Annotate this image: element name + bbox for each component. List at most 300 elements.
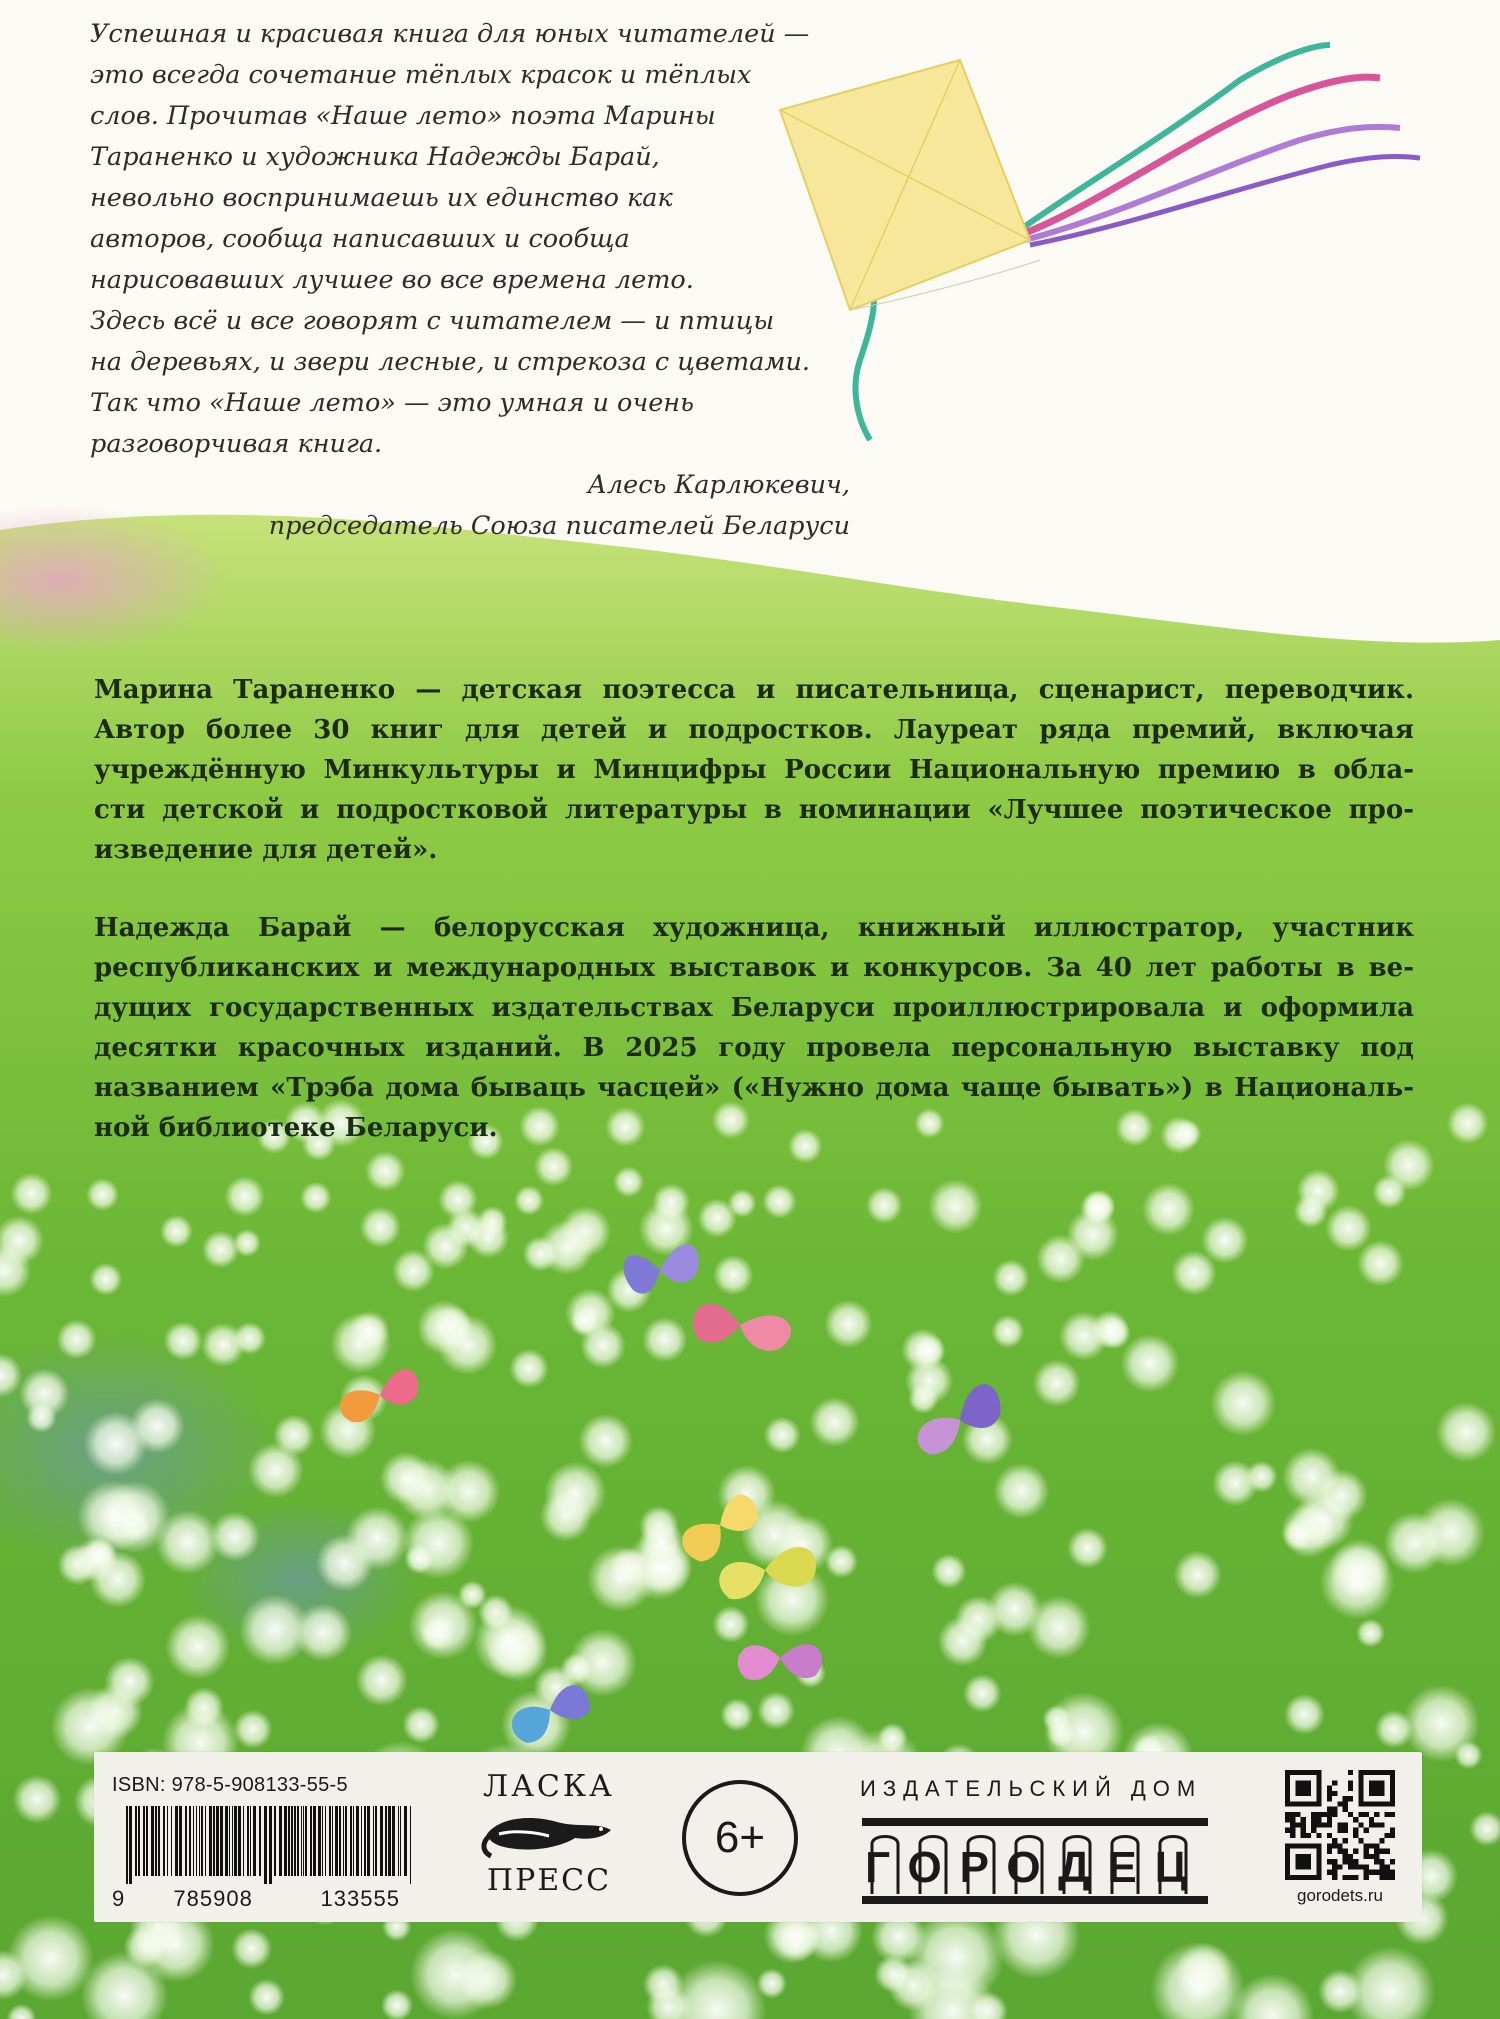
- barcode-bar: [199, 1806, 200, 1876]
- qr-cell: [1316, 1801, 1321, 1806]
- qr-cell: [1316, 1775, 1321, 1780]
- qr-cell: [1353, 1859, 1358, 1864]
- qr-cell: [1348, 1875, 1353, 1880]
- dandelion-puff: [587, 1546, 654, 1613]
- barcode-bar: [291, 1806, 293, 1876]
- qr-cell: [1369, 1817, 1374, 1822]
- qr-cell: [1369, 1786, 1374, 1791]
- qr-cell: [1390, 1801, 1395, 1806]
- qr-cell: [1343, 1859, 1348, 1864]
- dandelion-puff: [764, 1417, 801, 1454]
- qr-cell: [1316, 1870, 1321, 1875]
- qr-cell: [1301, 1786, 1306, 1791]
- barcode-bar: [297, 1806, 299, 1876]
- qr-cell: [1306, 1780, 1311, 1785]
- qr-cell: [1390, 1870, 1395, 1875]
- dandelion-puff: [1447, 1103, 1489, 1145]
- dandelion-puff: [1210, 1370, 1276, 1436]
- dandelion-puff: [809, 1397, 859, 1447]
- barcode-bar: [193, 1806, 194, 1876]
- barcode-bar: [151, 1806, 154, 1876]
- dandelion-puff: [913, 1335, 946, 1368]
- qr-cell: [1290, 1812, 1295, 1817]
- dandelion-puff: [420, 1615, 456, 1651]
- qr-cell: [1301, 1864, 1306, 1869]
- dandelion-puff: [360, 1207, 401, 1248]
- dandelion-puff: [1284, 1694, 1325, 1735]
- qr-cell: [1358, 1775, 1363, 1780]
- qr-cell: [1390, 1786, 1395, 1791]
- qr-cell: [1379, 1859, 1384, 1864]
- qr-cell: [1306, 1791, 1311, 1796]
- dandelion-puff: [544, 1462, 606, 1524]
- barcode-bar: [189, 1806, 191, 1876]
- kite: [780, 45, 1420, 440]
- qr-cell: [1290, 1843, 1295, 1848]
- qr-cell: [1332, 1812, 1337, 1817]
- qr-cell: [1369, 1791, 1374, 1796]
- dandelion-puff: [1033, 1359, 1081, 1407]
- qr-cell: [1374, 1822, 1379, 1827]
- qr-cell: [1379, 1786, 1384, 1791]
- dandelion-puff: [757, 1691, 795, 1729]
- barcode-bar: [143, 1806, 145, 1876]
- qr-cell: [1316, 1843, 1321, 1848]
- qr-cell: [1301, 1833, 1306, 1838]
- footer-panel: [94, 1752, 1422, 1922]
- dandelion-puff: [1080, 1191, 1115, 1226]
- barcode-bar: [356, 1806, 359, 1876]
- qr-cell: [1295, 1770, 1300, 1775]
- qr-cell: [1301, 1859, 1306, 1864]
- dandelion-puff: [866, 1187, 903, 1224]
- bio-baray: [94, 908, 1414, 1148]
- dandelion-puff: [422, 1223, 469, 1270]
- dandelion-puff: [1282, 1448, 1341, 1507]
- qr-cell: [1316, 1786, 1321, 1791]
- qr-cell: [1290, 1770, 1295, 1775]
- qr-cell: [1374, 1870, 1379, 1875]
- dandelion-puff: [987, 1582, 1042, 1637]
- qr-cell: [1295, 1801, 1300, 1806]
- qr-cell: [1285, 1828, 1290, 1833]
- qr-cell: [1327, 1849, 1332, 1854]
- barcode: [112, 1806, 422, 1884]
- qr-cell: [1332, 1875, 1337, 1880]
- barcode-bar: [335, 1806, 338, 1876]
- barcode-digit-group-left: 785908: [173, 1886, 253, 1911]
- qr-cell: [1316, 1833, 1321, 1838]
- qr-cell: [1306, 1875, 1311, 1880]
- qr-cell: [1385, 1812, 1390, 1817]
- qr-cell: [1337, 1849, 1342, 1854]
- dandelion-puff: [160, 1215, 193, 1248]
- qr-cell: [1306, 1801, 1311, 1806]
- barcode-bar: [343, 1806, 344, 1876]
- qr-cell: [1374, 1770, 1379, 1775]
- dandelion-puff: [928, 1179, 982, 1233]
- qr-cell: [1374, 1843, 1379, 1848]
- dandelion-puff: [224, 1176, 265, 1217]
- qr-cell: [1301, 1801, 1306, 1806]
- qr-cell: [1374, 1854, 1379, 1859]
- qr-cell: [1295, 1791, 1300, 1796]
- qr-cell: [1337, 1843, 1342, 1848]
- qr-cell: [1285, 1875, 1290, 1880]
- bio-line: изведение для детей».: [94, 835, 438, 865]
- qr-cell: [1390, 1770, 1395, 1775]
- qr-cell: [1301, 1817, 1306, 1822]
- qr-cell: [1343, 1822, 1348, 1827]
- qr-cell: [1358, 1822, 1363, 1827]
- qr-cell: [1390, 1775, 1395, 1780]
- barcode-bar: [229, 1806, 230, 1876]
- qr-cell: [1379, 1875, 1384, 1880]
- dandelion-puff: [728, 1189, 757, 1218]
- dandelion-puff: [130, 1398, 185, 1453]
- dandelion-puff: [1294, 1194, 1328, 1228]
- barcode-digits: [112, 1886, 432, 1912]
- dandelion-puff: [1282, 1518, 1315, 1551]
- qr-cell: [1301, 1854, 1306, 1859]
- dandelion-puff: [300, 1182, 332, 1214]
- quote-line: невольно воспринимаешь их единство как: [90, 183, 673, 213]
- dandelion-puff: [56, 1319, 96, 1359]
- barcode-bar: [167, 1806, 168, 1876]
- barcode-bar: [234, 1806, 237, 1876]
- barcode-bar: [313, 1806, 316, 1876]
- dandelion-puff: [1318, 1969, 1363, 2014]
- barcode-bar: [332, 1806, 333, 1876]
- dandelion-puff: [83, 1538, 117, 1572]
- barcode-bar: [264, 1806, 267, 1884]
- dandelion-puff: [13, 1775, 62, 1824]
- qr-cell: [1301, 1875, 1306, 1880]
- barcode-bar: [209, 1806, 212, 1876]
- bio-line: дущих государственных издательствах Беларуси проиллюстрировала и оформила: [94, 993, 1414, 1023]
- barcode-bar: [179, 1806, 182, 1876]
- barcode-digit-lead: 9: [112, 1886, 126, 1911]
- qr-cell: [1348, 1812, 1353, 1817]
- dandelion-puff: [762, 1184, 796, 1218]
- barcode-bar: [196, 1806, 197, 1876]
- qr-cell: [1343, 1875, 1348, 1880]
- barcode-bar: [279, 1806, 282, 1876]
- barcode-bar: [305, 1806, 307, 1876]
- barcode-bar: [171, 1806, 172, 1876]
- dandelion-puff: [992, 1259, 1029, 1296]
- qr-cell: [1322, 1822, 1327, 1827]
- qr-cell: [1353, 1864, 1358, 1869]
- dandelion-puff: [7, 1915, 94, 2002]
- qr-cell: [1322, 1812, 1327, 1817]
- gorodets-logo-text: ГОРОДЕЦ: [865, 1843, 1205, 1892]
- dandelion-puff: [1142, 1183, 1195, 1236]
- barcode-bar: [243, 1806, 244, 1876]
- qr-cell: [1353, 1828, 1358, 1833]
- qr-cell: [1295, 1780, 1300, 1785]
- qr-cell: [1290, 1828, 1295, 1833]
- qr-cell: [1285, 1791, 1290, 1796]
- qr-cell: [1306, 1854, 1311, 1859]
- qr-cell: [1285, 1796, 1290, 1801]
- dandelion-puff: [273, 1415, 314, 1456]
- barcode-bar: [318, 1806, 321, 1876]
- dandelion-puff: [642, 1317, 688, 1363]
- barcode-bar: [250, 1806, 251, 1876]
- dandelion-puff: [578, 1414, 633, 1469]
- dandelion-puff: [874, 1955, 912, 1993]
- qr-cell: [1385, 1864, 1390, 1869]
- qr-cell: [1327, 1822, 1332, 1827]
- qr-cell: [1295, 1854, 1300, 1859]
- isbn-text: ISBN: 978-5-908133-55-5: [112, 1774, 348, 1796]
- qr-cell: [1285, 1801, 1290, 1806]
- barcode-bar: [232, 1806, 233, 1876]
- dandelion-puff: [11, 1173, 53, 1215]
- qr-cell: [1316, 1822, 1321, 1827]
- bio-line: Марина Тараненко — детская поэтесса и писательница, сценарист, переводчик.: [94, 675, 1414, 705]
- dandelion-puff: [1174, 1551, 1222, 1599]
- dandelion-puff: [26, 1402, 56, 1432]
- barcode-bar: [392, 1806, 395, 1876]
- barcode-bar: [138, 1806, 140, 1876]
- barcode-bar: [380, 1806, 383, 1876]
- bio-line: учреждённую Минкультуры и Минцифры России Национальную премию в обла-: [94, 755, 1414, 785]
- qr-cell: [1369, 1822, 1374, 1827]
- dandelion-puff: [410, 1929, 501, 2019]
- qr-cell: [1332, 1864, 1337, 1869]
- dandelion-puff: [345, 1506, 409, 1570]
- dandelion-puff: [720, 1698, 753, 1731]
- age-rating-badge: 6+: [682, 1780, 798, 1896]
- qr-cell: [1332, 1843, 1337, 1848]
- quote-line: это всегда сочетание тёплых красок и тёплых: [90, 60, 752, 90]
- barcode-bar: [388, 1806, 391, 1876]
- dandelion-puff: [77, 1480, 149, 1552]
- qr-cell: [1285, 1854, 1290, 1859]
- qr-cell: [1285, 1775, 1290, 1780]
- dandelion-puff: [165, 1614, 230, 1679]
- qr-cell: [1285, 1864, 1290, 1869]
- qr-cell: [1285, 1849, 1290, 1854]
- qr-cell: [1285, 1770, 1290, 1775]
- barcode-bar: [310, 1806, 312, 1876]
- dandelion-puff: [712, 1606, 749, 1643]
- dandelion-puff: [1356, 1619, 1385, 1648]
- barcode-bar: [129, 1806, 132, 1884]
- dandelion-puff: [163, 1321, 202, 1360]
- qr-cell: [1374, 1859, 1379, 1864]
- publisher-label: ИЗДАТЕЛЬСКИЙ ДОМ: [860, 1776, 1203, 1801]
- barcode-bar: [301, 1806, 302, 1876]
- dandelion-puff: [210, 1511, 260, 1561]
- qr-cell: [1364, 1812, 1369, 1817]
- qr-cell: [1332, 1859, 1337, 1864]
- barcode-bar: [135, 1806, 137, 1876]
- barcode-bar: [364, 1806, 366, 1876]
- qr-cell: [1290, 1817, 1295, 1822]
- barcode-bar: [126, 1806, 128, 1884]
- qr-cell: [1285, 1812, 1290, 1817]
- dandelion-puff: [877, 1723, 907, 1753]
- dandelion-puff: [1201, 1217, 1248, 1264]
- qr-cell: [1390, 1812, 1395, 1817]
- qr-cell: [1390, 1828, 1395, 1833]
- barcode-bar: [410, 1806, 411, 1884]
- qr-cell: [1285, 1870, 1290, 1875]
- bio-line: десятки красочных изданий. В 2025 году провела персональную выставку под: [94, 1033, 1414, 1063]
- qr-cell: [1358, 1801, 1363, 1806]
- qr-cell: [1290, 1822, 1295, 1827]
- qr-cell: [1390, 1859, 1395, 1864]
- weasel-icon: [479, 1804, 619, 1860]
- dandelion-puff: [402, 1706, 440, 1744]
- qr-cell: [1316, 1859, 1321, 1864]
- barcode-bar: [385, 1806, 387, 1876]
- qr-cell: [1385, 1875, 1390, 1880]
- dandelion-puff: [991, 1315, 1024, 1348]
- barcode-bar: [269, 1806, 272, 1884]
- qr-cell: [1385, 1801, 1390, 1806]
- qr-cell: [1306, 1864, 1311, 1869]
- qr-cell: [1290, 1833, 1295, 1838]
- qr-cell: [1301, 1770, 1306, 1775]
- laska-press-logo: [474, 1770, 624, 1898]
- barcode-bar: [350, 1806, 352, 1876]
- qr-cell: [1306, 1843, 1311, 1848]
- qr-cell: [1353, 1849, 1358, 1854]
- quote-line: разговорчивая книга.: [90, 429, 383, 459]
- quote-line: Успешная и красивая книга для юных читателей —: [90, 19, 810, 49]
- dandelion-puff: [963, 1674, 1002, 1713]
- barcode-bar: [325, 1806, 326, 1876]
- qr-cell: [1374, 1849, 1379, 1854]
- qr-cell: [1301, 1822, 1306, 1827]
- qr-cell: [1327, 1817, 1332, 1822]
- qr-cell: [1369, 1843, 1374, 1848]
- quote-text: [90, 14, 850, 465]
- qr-cell: [1374, 1791, 1379, 1796]
- qr-cell: [1316, 1770, 1321, 1775]
- qr-cell: [1348, 1770, 1353, 1775]
- barcode-bar: [361, 1806, 362, 1876]
- qr-cell: [1316, 1864, 1321, 1869]
- barcode-bar: [155, 1806, 157, 1876]
- qr-cell: [1348, 1864, 1353, 1869]
- qr-cell: [1379, 1838, 1384, 1843]
- barcode-bar: [225, 1806, 228, 1876]
- qr-cell: [1369, 1854, 1374, 1859]
- barcode-bar: [284, 1806, 287, 1876]
- qr-cell: [1316, 1849, 1321, 1854]
- dandelion-puff: [248, 1979, 285, 2016]
- qr-cell: [1364, 1870, 1369, 1875]
- qr-cell: [1327, 1807, 1332, 1812]
- dandelion-puff: [1383, 1512, 1445, 1574]
- barcode-bar: [353, 1806, 354, 1876]
- quote-line: Тараненко и художника Надежды Барай,: [90, 142, 660, 172]
- qr-cell: [1290, 1801, 1295, 1806]
- dandelion-puff: [365, 1151, 405, 1191]
- dandelion-puff: [1325, 1205, 1372, 1252]
- qr-cell: [1301, 1791, 1306, 1796]
- qr-cell: [1311, 1770, 1316, 1775]
- barcode-bar: [163, 1806, 165, 1876]
- qr-cell: [1316, 1791, 1321, 1796]
- qr-cell: [1379, 1770, 1384, 1775]
- qr-cell: [1285, 1859, 1290, 1864]
- dandelion-puff: [1454, 1741, 1482, 1769]
- qr-cell: [1353, 1875, 1358, 1880]
- dandelion-puff: [534, 1147, 574, 1187]
- barcode-bar: [288, 1806, 290, 1876]
- barcode-bar: [216, 1806, 219, 1876]
- publisher-url[interactable]: gorodets.ru: [1297, 1886, 1383, 1905]
- barcode-bar: [175, 1806, 178, 1876]
- qr-cell: [1343, 1849, 1348, 1854]
- barcode-bar: [322, 1806, 323, 1876]
- barcode-bar: [367, 1806, 370, 1876]
- isbn-block: [112, 1774, 432, 1912]
- qr-cell: [1327, 1859, 1332, 1864]
- qr-cell: [1295, 1843, 1300, 1848]
- qr-cell: [1295, 1864, 1300, 1869]
- dandelion-puff: [349, 1311, 390, 1352]
- dandelion-puff: [713, 1255, 754, 1296]
- qr-cell: [1306, 1786, 1311, 1791]
- quote-line: нарисовавших лучшее во все времена лето.: [90, 265, 694, 295]
- qr-cell: [1343, 1807, 1348, 1812]
- bio-line: сти детской и подростковой литературы в номинации «Лучшее поэтическое про-: [94, 795, 1414, 825]
- barcode-bar: [375, 1806, 377, 1876]
- qr-cell: [1379, 1801, 1384, 1806]
- qr-cell: [1358, 1770, 1363, 1775]
- qr-cell: [1358, 1791, 1363, 1796]
- barcode-bar: [303, 1806, 304, 1876]
- qr-cell: [1358, 1796, 1363, 1801]
- qr-cell: [1385, 1833, 1390, 1838]
- barcode-bar: [339, 1806, 341, 1876]
- barcode-bar: [345, 1806, 347, 1876]
- qr-cell: [1301, 1828, 1306, 1833]
- qr-code[interactable]: [1285, 1770, 1395, 1880]
- bio-line: названием «Трэба дома бываць часцей» («Нужно дома чаще бывать») в Националь-: [94, 1073, 1414, 1103]
- qr-cell: [1369, 1770, 1374, 1775]
- barcode-bar: [274, 1806, 276, 1876]
- qr-cell: [1311, 1817, 1316, 1822]
- dandelion-puff: [571, 1306, 600, 1335]
- dandelion-puff: [1372, 1175, 1406, 1209]
- qr-cell: [1290, 1875, 1295, 1880]
- dandelion-puff: [1067, 1528, 1108, 1569]
- barcode-bar: [247, 1806, 249, 1876]
- qr-cell: [1348, 1786, 1353, 1791]
- qr-cell: [1343, 1838, 1348, 1843]
- dandelion-puff: [89, 1263, 122, 1296]
- qr-cell: [1332, 1870, 1337, 1875]
- qr-cell: [1316, 1780, 1321, 1785]
- dandelion-puff: [1121, 1334, 1180, 1393]
- qr-cell: [1327, 1870, 1332, 1875]
- barcode-bar: [201, 1806, 203, 1876]
- qr-cell: [1374, 1801, 1379, 1806]
- bio-line: Автор более 30 книг для детей и подростков. Лауреат ряда премий, включая: [94, 715, 1414, 745]
- qr-cell: [1285, 1780, 1290, 1785]
- qr-cell: [1311, 1812, 1316, 1817]
- laska-logo-bottom: ПРЕСС: [486, 1863, 612, 1898]
- dandelion-puff: [231, 1928, 272, 1969]
